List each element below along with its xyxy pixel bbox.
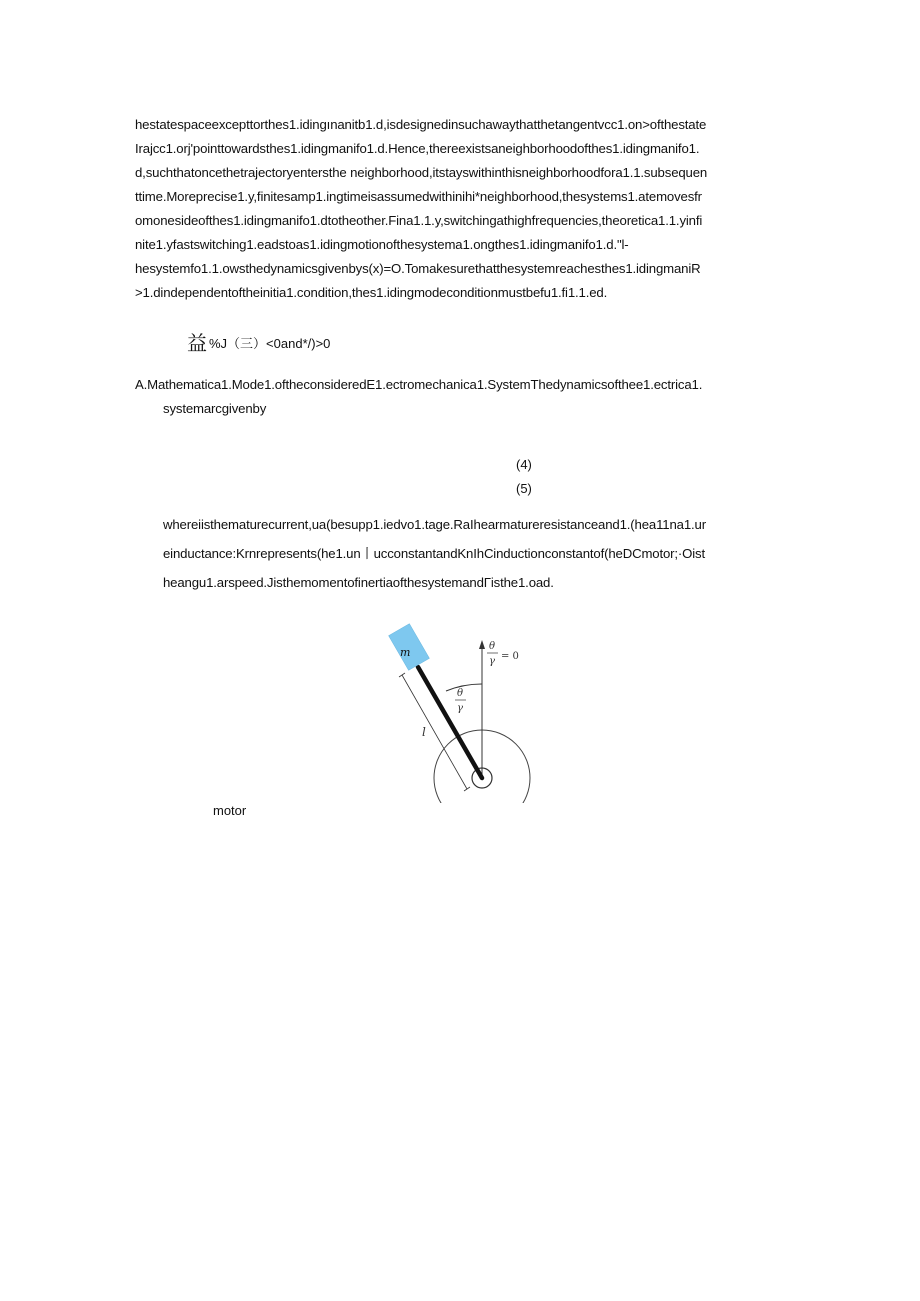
paragraph-line: Irajcc1.orj'pointtowardsthes1.idingmanifo1.d.Hence,thereexistsaneighborhoodofthes1.idingmanifo1. — [135, 141, 700, 156]
equation-number-4: (4) — [516, 457, 532, 472]
dimension-tick — [464, 787, 470, 791]
paragraph-line: hestatespaceexcepttorthes1.idingınanitb1.d,isdesignedinsuchawaythatthetangentvcc1.on>ofthestate — [135, 117, 707, 132]
length-label: l — [422, 725, 426, 739]
pendulum-figure — [378, 620, 538, 806]
reference-equals-zero: = 0 — [501, 651, 519, 662]
equation-number-5: (5) — [516, 481, 532, 496]
equation-text: %J（三）<0and*/)>0 — [209, 336, 331, 351]
mass-label: m — [400, 646, 411, 659]
sliding-condition-equation — [187, 327, 330, 356]
paragraph-line: heangu1.arspeed.JisthemomentofinertiaofthesystemandΓisthe1.oad. — [163, 575, 554, 590]
angle-denominator: γ — [457, 703, 463, 714]
paragraph-line: nite1.yfastswitching1.eadstoas1.idingmotionofthesystema1.ongthes1.idingmanifo1.d."l- — [135, 237, 629, 252]
equation-glyph: 益 — [187, 331, 207, 355]
paragraph-line: omonesideofthes1.idingmanifo1.dtotheother.Fina1.1.y,switchingathighfrequencies,theoretica1.1.yinfi — [135, 213, 703, 228]
angle-arc — [446, 684, 482, 691]
reference-denominator: γ — [489, 656, 495, 667]
pendulum-rod — [418, 667, 482, 778]
paragraph-line: d,suchthatoncethetrajectoryentersthe neighborhood,itstayswithinthisneighborhoodfora1.1.subsequen — [135, 165, 708, 180]
paragraph-line: ttime.Moreprecise1.y,finitesamp1.ingtimeisassumedwithinihi*neighborhood,thesystems1.atemovesfr — [135, 189, 702, 204]
dimension-tick — [399, 673, 405, 677]
figure-caption: motor — [213, 803, 247, 818]
paragraph-line: einductance:Krnrepresents(he1.un丨ucconstantandKnIhCinductionconstantof(heDCmotor;·Oist — [163, 546, 706, 561]
paragraph-line: whereiisthematurecurrent,ua(besupp1.iedvo1.tage.RaIhearmatureresistanceand1.(hea11na1.ur — [163, 517, 706, 532]
section-heading: A.Mathematica1.Mode1.oftheconsideredE1.ectromechanica1.SystemThedynamicsofthee1.ectrica1. — [135, 377, 703, 392]
section-heading-continuation: systemarcgivenby — [163, 401, 267, 416]
angle-numerator: θ — [457, 688, 464, 699]
reference-numerator: θ — [489, 641, 496, 652]
paragraph-line: hesystemfo1.1.owsthedynamicsgivenbys(x)=O.Tomakesurethatthesystemreachesthes1.idingmaniR — [135, 261, 701, 276]
paragraph-line: >1.dindependentoftheinitia1.condition,thes1.idingmodeconditionmustbefu1.fi1.1.ed. — [135, 285, 608, 300]
arrow-head-icon — [479, 640, 485, 649]
